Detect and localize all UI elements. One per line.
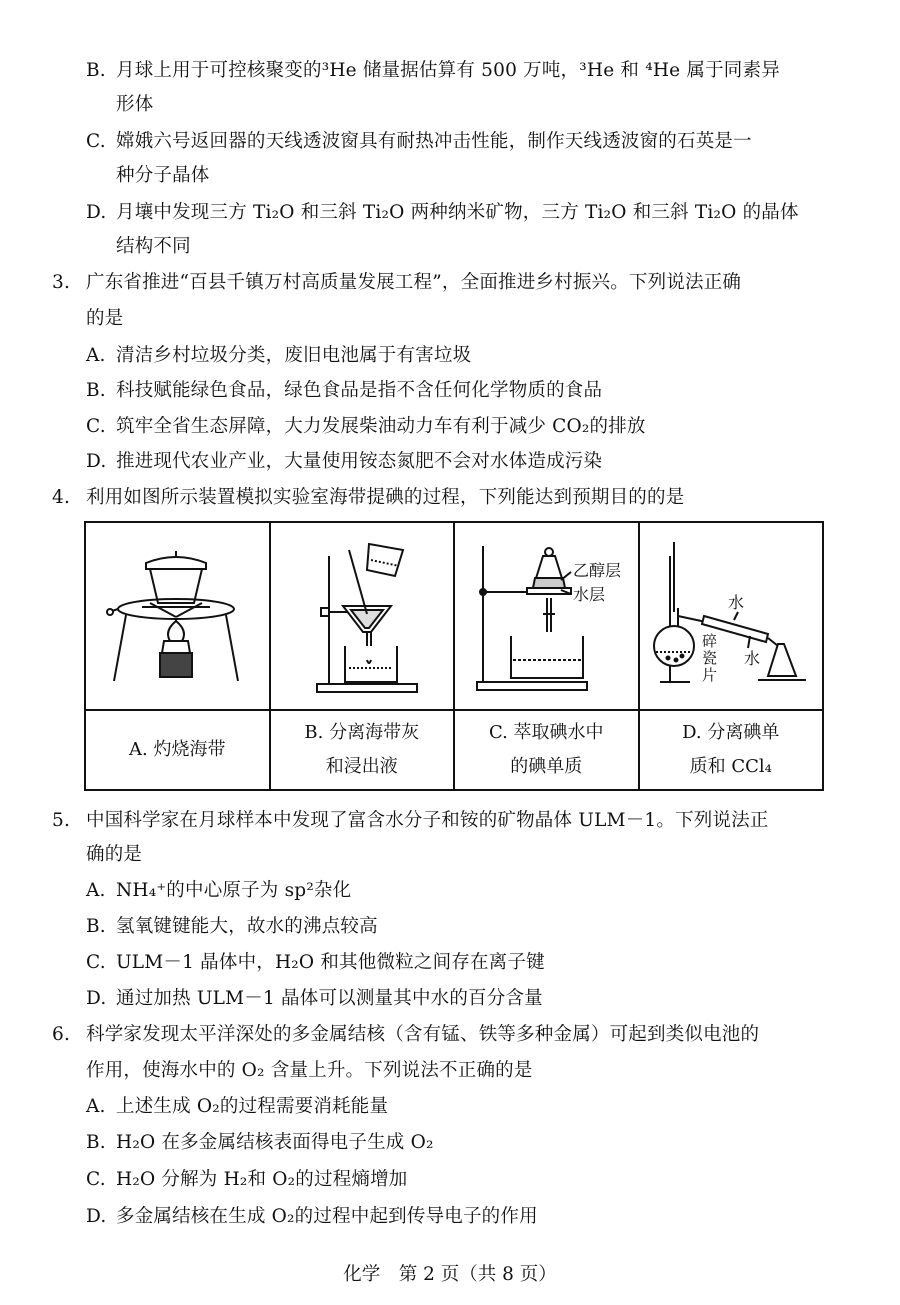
option-text: 科技赋能绿色食品，绿色食品是指不含任何化学物质的食品 — [116, 380, 603, 401]
option-label: B. — [86, 916, 106, 937]
q3-option-a — [86, 343, 471, 369]
option-text: ULM－1 晶体中，H₂O 和其他微粒之间存在离子键 — [116, 952, 545, 973]
crucible-burner-figure — [102, 541, 252, 691]
option-label: B. — [86, 380, 106, 401]
caption-line: A. 灼烧海带 — [129, 739, 226, 760]
q4-stem — [52, 485, 684, 511]
apparatus-a-cell — [85, 522, 270, 710]
option-text: 推进现代农业产业，大量使用铵态氮肥不会对水体造成污染 — [116, 451, 603, 472]
q3-option-c — [86, 414, 646, 440]
q5-stem-cont: 确的是 — [86, 844, 143, 865]
apparatus-d-cell — [639, 522, 824, 710]
caption-a — [85, 710, 270, 790]
page-footer: 化学 第 2 页（共 8 页） — [343, 1264, 557, 1285]
option-label: C. — [86, 131, 106, 152]
water-out-label: 水 — [743, 649, 760, 668]
q5-option-c — [86, 950, 545, 976]
q2-option-b-cont: 形体 — [116, 94, 154, 115]
option-text: H₂O 分解为 H₂和 O₂的过程熵增加 — [116, 1169, 408, 1190]
caption-c — [454, 710, 639, 790]
question-number: 5. — [52, 810, 71, 831]
caption-line: 的碘单质 — [510, 756, 583, 777]
question-number: 4. — [52, 487, 71, 508]
option-text: H₂O 在多金属结核表面得电子生成 O₂ — [116, 1132, 434, 1153]
option-text: 多金属结核在生成 O₂的过程中起到传导电子的作用 — [116, 1206, 538, 1227]
porcelain-label-1: 碎 — [701, 632, 717, 650]
question-text: 利用如图所示装置模拟实验室海带提碘的过程，下列能达到预期目的的是 — [86, 487, 685, 508]
option-label: C. — [86, 1169, 106, 1190]
option-text: 筑牢全省生态屏障，大力发展柴油动力车有利于减少 CO₂的排放 — [116, 416, 646, 437]
q6-option-d — [86, 1204, 538, 1230]
distillation-figure — [646, 536, 816, 696]
water-layer-label: 水层 — [573, 585, 606, 604]
caption-b — [270, 710, 455, 790]
caption-line: B. 分离海带灰 — [304, 722, 420, 743]
q6-stem-cont: 作用，使海水中的 O₂ 含量上升。下列说法不正确的是 — [86, 1060, 533, 1081]
option-label: D. — [86, 202, 107, 223]
option-text: 通过加热 ULM－1 晶体可以测量其中水的百分含量 — [116, 988, 543, 1009]
filtration-figure — [287, 536, 437, 696]
option-text: 月球上用于可控核聚变的³He 储量据估算有 500 万吨，³He 和 ⁴He 属于同素异 — [116, 60, 780, 81]
question-text: 广东省推进“百县千镇万村高质量发展工程”，全面推进乡村振兴。下列说法正确 — [86, 272, 742, 293]
option-label: B. — [86, 1132, 106, 1153]
q2-option-c-cont: 种分子晶体 — [116, 165, 210, 186]
option-label: D. — [86, 1206, 107, 1227]
option-text: 月壤中发现三方 Ti₂O 和三斜 Ti₂O 两种纳米矿物，三方 Ti₂O 和三斜 Ti₂O 的晶体 — [116, 202, 799, 223]
q2-option-d — [86, 200, 799, 226]
question-text: 中国科学家在月球样本中发现了富含水分子和铵的矿物晶体 ULM－1。下列说法正 — [86, 810, 769, 831]
q2-option-d-cont: 结构不同 — [116, 236, 191, 257]
apparatus-c-cell — [454, 522, 639, 710]
caption-line: 质和 CCl₄ — [689, 756, 772, 777]
apparatus-b-cell — [270, 522, 455, 710]
option-text: 清洁乡村垃圾分类，废旧电池属于有害垃圾 — [116, 345, 472, 366]
q3-option-b — [86, 378, 602, 404]
option-label: D. — [86, 988, 107, 1009]
q2-option-c — [86, 129, 752, 155]
question-text: 科学家发现太平洋深处的多金属结核（含有锰、铁等多种金属）可起到类似电池的 — [86, 1024, 760, 1045]
question-number: 3. — [52, 272, 71, 293]
option-text: 上述生成 O₂的过程需要消耗能量 — [116, 1096, 389, 1117]
q5-stem — [52, 808, 769, 834]
option-label: A. — [86, 880, 106, 901]
option-text: NH₄⁺的中心原子为 sp²杂化 — [116, 880, 352, 901]
option-text: 嫦娥六号返回器的天线透波窗具有耐热冲击性能，制作天线透波窗的石英是一 — [116, 131, 752, 152]
q6-option-a — [86, 1094, 388, 1120]
ethanol-layer-label: 乙醇层 — [573, 561, 622, 580]
caption-line: C. 萃取碘水中 — [488, 722, 604, 743]
q6-option-b — [86, 1130, 434, 1156]
q3-option-d — [86, 449, 602, 475]
q6-option-c — [86, 1167, 408, 1193]
q3-stem — [52, 270, 741, 296]
water-in-label: 水 — [727, 593, 744, 612]
question-number: 6. — [52, 1024, 71, 1045]
q2-option-b — [86, 58, 780, 84]
option-label: A. — [86, 345, 106, 366]
q3-stem-cont: 的是 — [86, 308, 124, 329]
option-label: B. — [86, 60, 106, 81]
porcelain-label-2: 瓷 — [701, 649, 717, 667]
option-label: C. — [86, 416, 106, 437]
caption-line: 和浸出液 — [325, 756, 398, 777]
option-label: C. — [86, 952, 106, 973]
porcelain-label-3: 片 — [701, 666, 717, 684]
q5-option-d — [86, 986, 543, 1012]
q5-option-b — [86, 914, 378, 940]
apparatus-table — [84, 521, 824, 791]
option-label: D. — [86, 451, 107, 472]
separatory-funnel-figure — [461, 536, 631, 696]
q5-option-a — [86, 878, 351, 904]
option-label: A. — [86, 1096, 106, 1117]
caption-line: D. 分离碘单 — [682, 722, 780, 743]
caption-d — [639, 710, 824, 790]
q6-stem — [52, 1022, 759, 1048]
option-text: 氢氧键键能大，故水的沸点较高 — [116, 916, 378, 937]
